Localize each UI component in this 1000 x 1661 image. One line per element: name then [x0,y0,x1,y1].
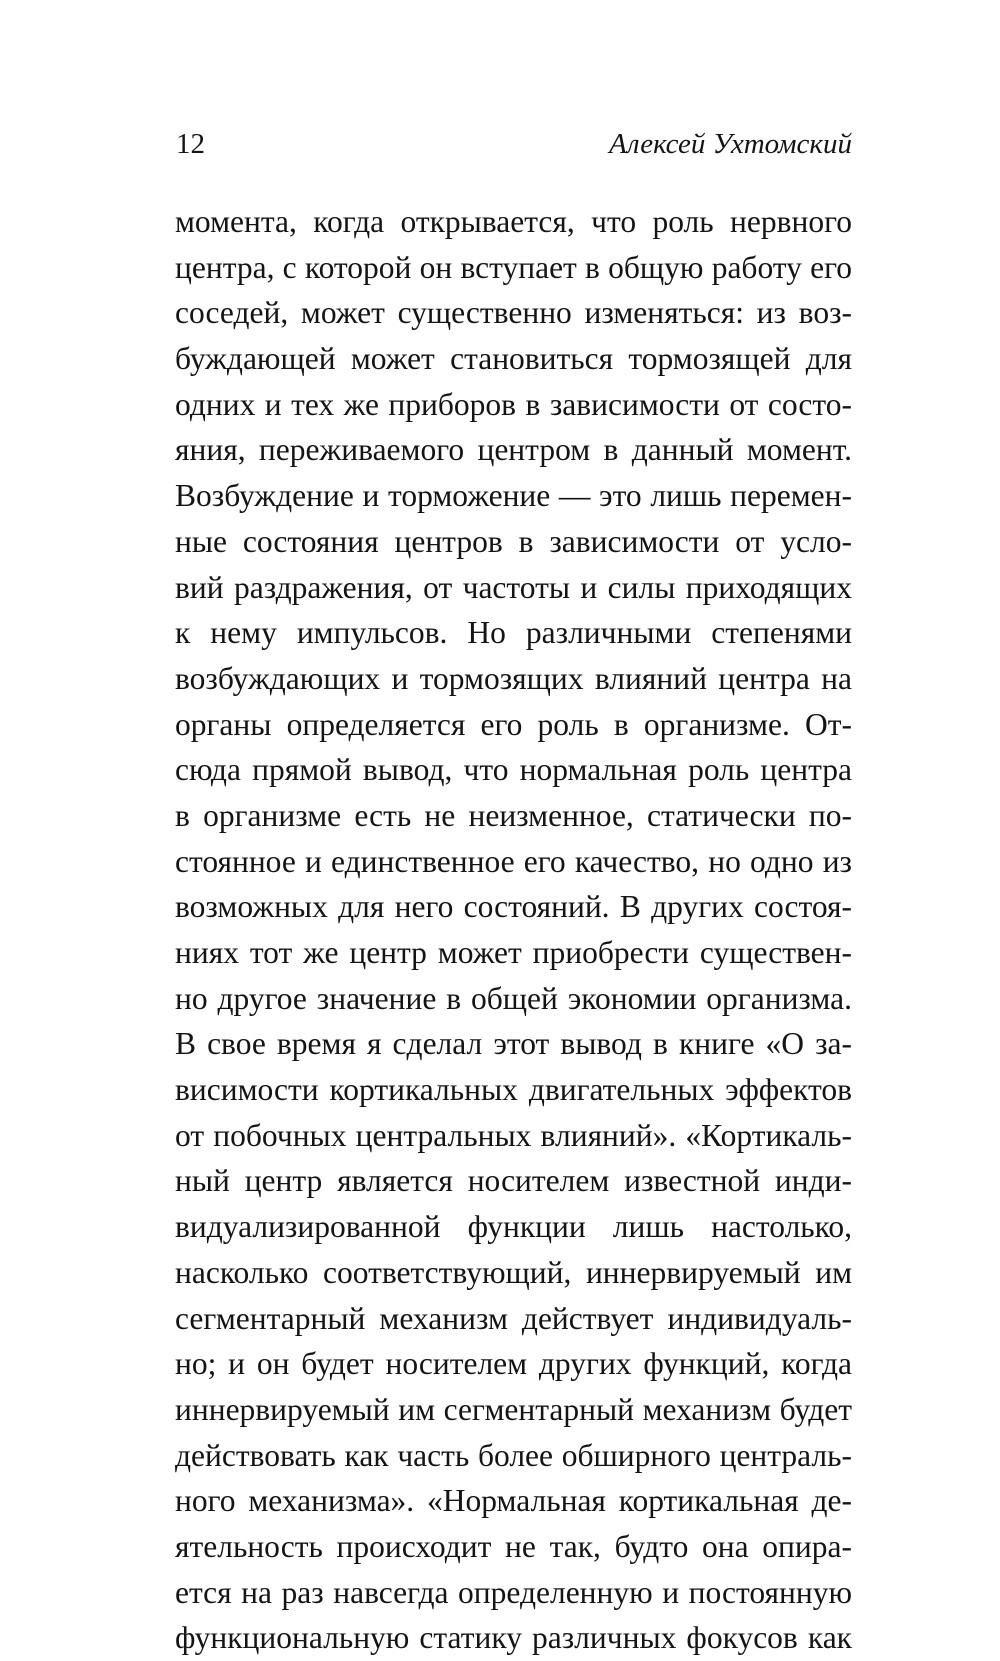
running-header [176,124,852,164]
text-line: одних и тех же приборов в зависимости от состо- [175,386,852,422]
text-line: В свое время я сделал этот вывод в книге «О за- [175,1026,852,1062]
text-line: соседей, может существенно изменяться: из воз- [175,295,852,331]
text-line: вий раздражения, от частоты и силы приходящих [175,569,852,605]
text-line: ного механизма». «Нормальная кортикальная де- [175,1483,852,1519]
text-line: момента, когда открывается, что роль нервного [175,204,852,239]
text-line: стоянное и единственное его качество, но одно из [175,843,852,879]
text-line: висимости кортикальных двигательных эффектов [175,1072,852,1108]
text-line: яния, переживаемого центром в данный момент. [175,432,852,468]
text-line: но; и он будет носителем других функций, когда [175,1346,852,1382]
text-line: ятельность происходит не так, будто она опира- [175,1528,852,1564]
text-line: возбуждающих и тормозящих влияний центра на [175,660,852,696]
text-line: буждающей может становиться тормозящей для [175,341,852,377]
text-line: действовать как часть более обширного централь- [175,1437,852,1473]
text-line: функциональную статику различных фокусов как [175,1620,852,1656]
text-line: но другое значение в общей экономии организма. [175,980,852,1016]
body-text [175,199,852,1661]
text-line: от побочных центральных влияний». «Кортикаль- [175,1117,852,1153]
text-line: сегментарный механизм действует индивидуаль- [175,1300,852,1336]
text-line: возможных для него состояний. В других состоя- [175,889,852,925]
text-line: органы определяется его роль в организме. От- [175,706,852,742]
text-line: ниях тот же центр может приобрести существен- [175,935,852,970]
page-number: 12 [176,128,205,160]
text-line: центра, с которой он вступает в общую работу его [175,249,852,285]
running-title: Алексей Ухтомский [609,128,852,160]
text-line: сюда прямой вывод, что нормальная роль центра [175,752,852,788]
text-line: ные состояния центров в зависимости от усло- [175,523,852,559]
text-line: к нему импульсов. Но различными степенями [175,615,852,651]
text-line: Возбуждение и торможение — это лишь перемен- [175,478,852,514]
text-line: насколько соответствующий, иннервируемый им [175,1254,852,1290]
text-line: иннервируемый им сегментарный механизм будет [175,1391,852,1427]
text-line: в организме есть не неизменное, статически по- [175,797,852,833]
text-line: ный центр является носителем известной инди- [175,1163,852,1199]
text-line: видуализированной функции лишь настолько, [175,1209,852,1245]
text-line: ется на раз навсегда определенную и постоянную [175,1574,852,1610]
